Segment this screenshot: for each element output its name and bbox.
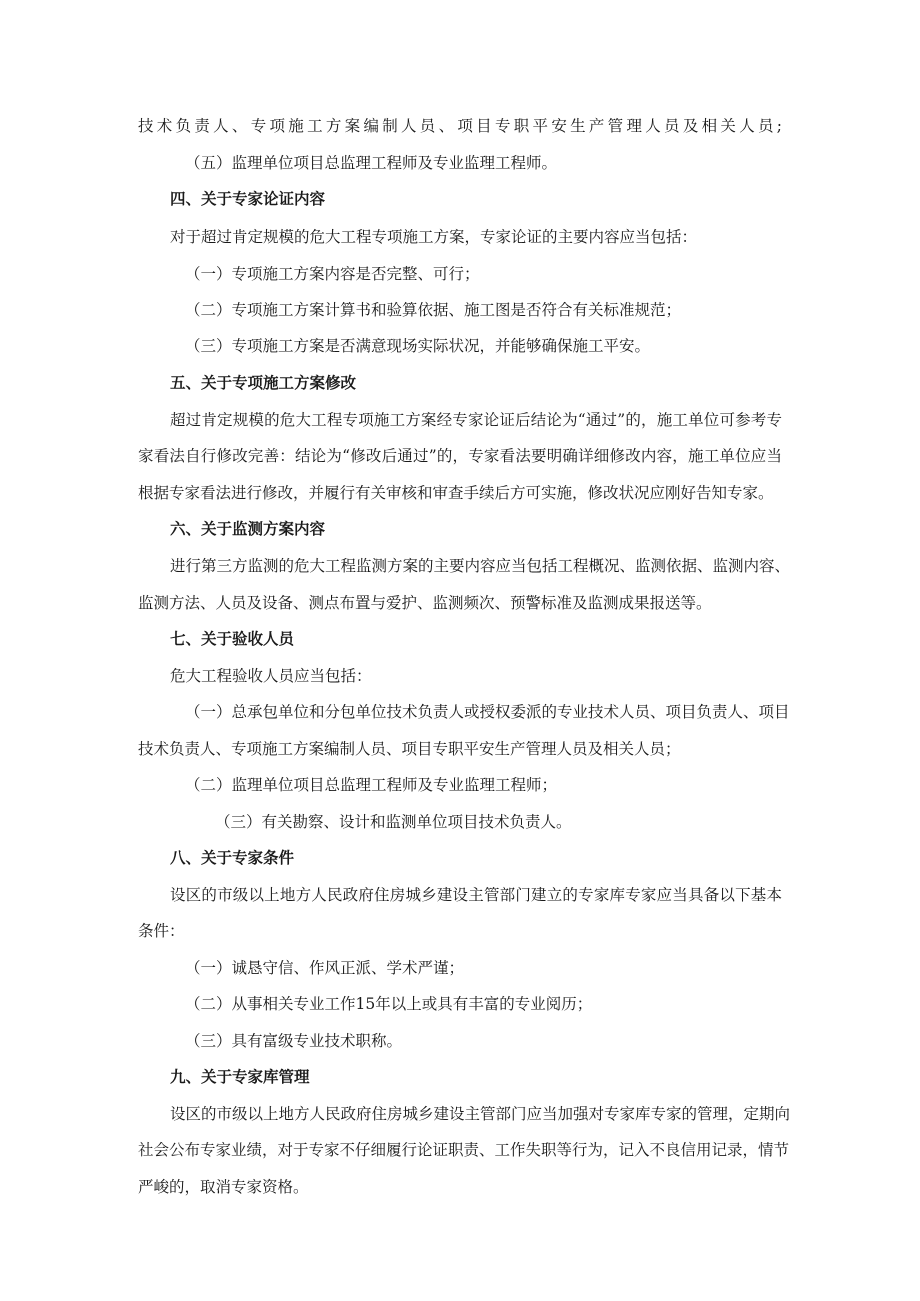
list-item: （五）监理单位项目总监理工程师及专业监理工程师。 bbox=[185, 154, 558, 172]
section-heading-4: 四、关于专家论证内容 bbox=[170, 190, 326, 208]
section-heading-7: 七、关于验收人员 bbox=[170, 630, 295, 648]
list-item-continuation: 技术负责人、专项施工方案编制人员、项目专职平安生产管理人员及相关人员； bbox=[138, 740, 681, 758]
list-item: （二）从事相关专业工作15年以上或具有丰富的专业阅历； bbox=[185, 995, 593, 1013]
list-item: （三）具有富级专业技术职称。 bbox=[185, 1032, 403, 1050]
paragraph-line: 条件： bbox=[138, 922, 185, 940]
list-item: （二）专项施工方案计算书和验算依据、施工图是否符合有关标准规范； bbox=[185, 301, 682, 319]
list-item: （三）有关勘察、设计和监测单位项目技术负责人。 bbox=[215, 813, 572, 831]
paragraph-line: 监测方法、人员及设备、测点布置与爱护、监测频次、预警标准及监测成果报送等。 bbox=[138, 594, 712, 612]
paragraph-line: 设区的市级以上地方人民政府住房城乡建设主管部门建立的专家库专家应当具备以下基本 bbox=[170, 886, 782, 904]
paragraph-line: 根据专家看法进行修改，并履行有关审核和审查手续后方可实施，修改状况应刚好告知专家。 bbox=[138, 484, 774, 502]
paragraph-line: 进行第三方监测的危大工程监测方案的主要内容应当包括工程概况、监测依据、监测内容、 bbox=[170, 557, 791, 575]
list-item: （二）监理单位项目总监理工程师及专业监理工程师； bbox=[185, 776, 558, 794]
list-item: （三）专项施工方案是否满意现场实际状况，并能够确保施工平安。 bbox=[185, 337, 651, 355]
paragraph-line: 家看法自行修改完善：结论为“修改后通过”的，专家看法要明确详细修改内容，施工单位应当 bbox=[138, 447, 782, 465]
list-item: （一）专项施工方案内容是否完整、可行； bbox=[185, 265, 480, 283]
paragraph-line: 严峻的，取消专家资格。 bbox=[138, 1178, 309, 1196]
section-heading-5: 五、关于专项施工方案修改 bbox=[170, 374, 357, 392]
section-heading-9: 九、关于专家库管理 bbox=[170, 1068, 310, 1086]
paragraph-line: 对于超过肯定规模的危大工程专项施工方案，专家论证的主要内容应当包括： bbox=[170, 228, 698, 246]
paragraph-line: 设区的市级以上地方人民政府住房城乡建设主管部门应当加强对专家库专家的管理，定期向 bbox=[170, 1105, 791, 1123]
section-heading-6: 六、关于监测方案内容 bbox=[170, 520, 326, 538]
list-item: （一）总承包单位和分包单位技术负责人或授权委派的专业技术人员、项目负责人、项目 bbox=[185, 703, 790, 721]
paragraph-line: 社会公布专家业绩，对于专家不仔细履行论证职责、工作失职等行为，记入不良信用记录，情节 bbox=[138, 1141, 790, 1159]
paragraph-line: 危大工程验收人员应当包括： bbox=[170, 667, 372, 685]
paragraph-line: 超过肯定规模的危大工程专项施工方案经专家论证后结论为“通过”的，施工单位可参考专 bbox=[170, 411, 782, 429]
list-item: （一）诚恳守信、作风正派、学术严谨； bbox=[185, 959, 465, 977]
section-heading-8: 八、关于专家条件 bbox=[170, 849, 295, 867]
paragraph-line: 技术负责人、专项施工方案编制人员、项目专职平安生产管理人员及相关人员; bbox=[138, 117, 782, 135]
